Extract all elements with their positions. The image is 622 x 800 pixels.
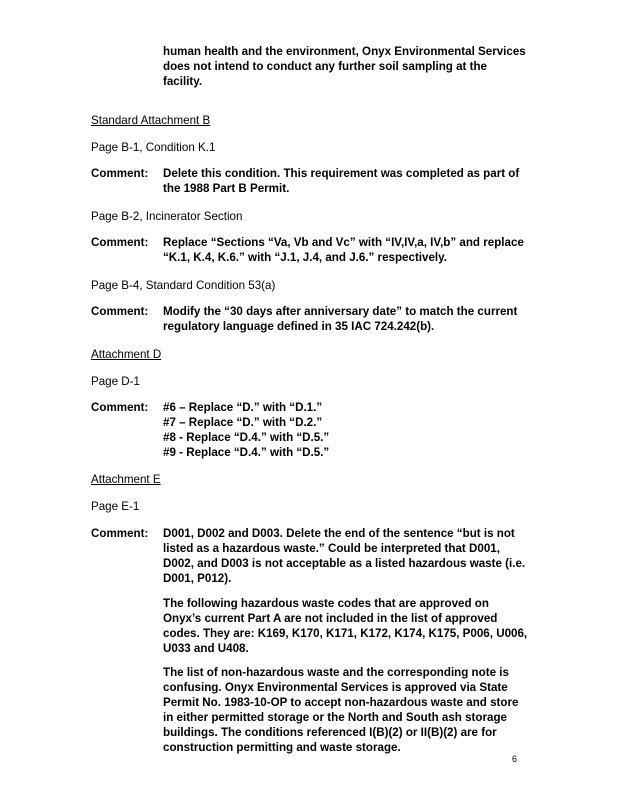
e1-paragraph-2: The following hazardous waste codes that are approved on Onyx’s current Part A are not included in the list of approved codes. They are: K169, K170, K171, K172, K174, K175, P006, U006, U033 and U408. [163, 597, 528, 655]
attachment-e-heading: Attachment E [91, 473, 161, 486]
d1-item-8: #8 - Replace “D.4.” with “D.5.” [163, 431, 330, 444]
d1-item-6: #6 – Replace “D.” with “D.1.” [163, 401, 323, 414]
d1-item-7: #7 – Replace “D.” with “D.2.” [163, 416, 323, 429]
page-b1-heading: Page B-1, Condition K.1 [91, 141, 216, 154]
standard-attachment-b-heading: Standard Attachment B [91, 114, 211, 127]
page-d1-heading: Page D-1 [91, 375, 140, 388]
page-e1-heading: Page E-1 [91, 500, 140, 513]
b2-comment-text: Replace “Sections “Va, Vb and Vc” with “IV,IV,a, IV,b” and replace “K.1, K.4, K.6.” with “J.1, J.4, and J.6.” respectively. [163, 236, 524, 264]
page-number: 6 [512, 754, 518, 764]
b4-comment-label: Comment: [91, 305, 149, 318]
d1-replacement-list [163, 400, 528, 460]
page-b2-heading: Page B-2, Incinerator Section [91, 210, 243, 223]
b4-comment-text: Modify the “30 days after anniversary date” to match the current regulatory language defined in 35 IAC 724.242(b). [163, 305, 518, 333]
page-b4-heading: Page B-4, Standard Condition 53(a) [91, 279, 276, 292]
d1-item-9: #9 - Replace “D.4.” with “D.5.” [163, 446, 330, 459]
b1-comment-label: Comment: [91, 167, 149, 180]
d1-comment-label: Comment: [91, 401, 149, 414]
intro-paragraph: human health and the environment, Onyx Environmental Services does not intend to conduct any further soil sampling at the facility. [163, 45, 526, 88]
e1-paragraph-3: The list of non-hazardous waste and the corresponding note is confusing. Onyx Environmental Services is approved via State Permit No. 1983-10-OP to accept non-hazardous waste and store in either permitted storage or the North and South ash storage buildings. The conditions referenced I(B)(2) or II(B)(2) are for construction permitting and waste storage. [163, 666, 519, 754]
b2-comment-label: Comment: [91, 236, 149, 249]
e1-comment-label: Comment: [91, 527, 149, 540]
b1-comment-text: Delete this condition. This requirement was completed as part of the 1988 Part B Permit. [163, 167, 520, 195]
e1-paragraph-1: D001, D002 and D003. Delete the end of the sentence “but is not listed as a hazardous waste.” Could be interpreted that D001, D002, and D003 is not acceptable as a listed hazardous waste (i.e. D001, P012). [163, 527, 526, 585]
attachment-d-heading: Attachment D [91, 348, 162, 361]
